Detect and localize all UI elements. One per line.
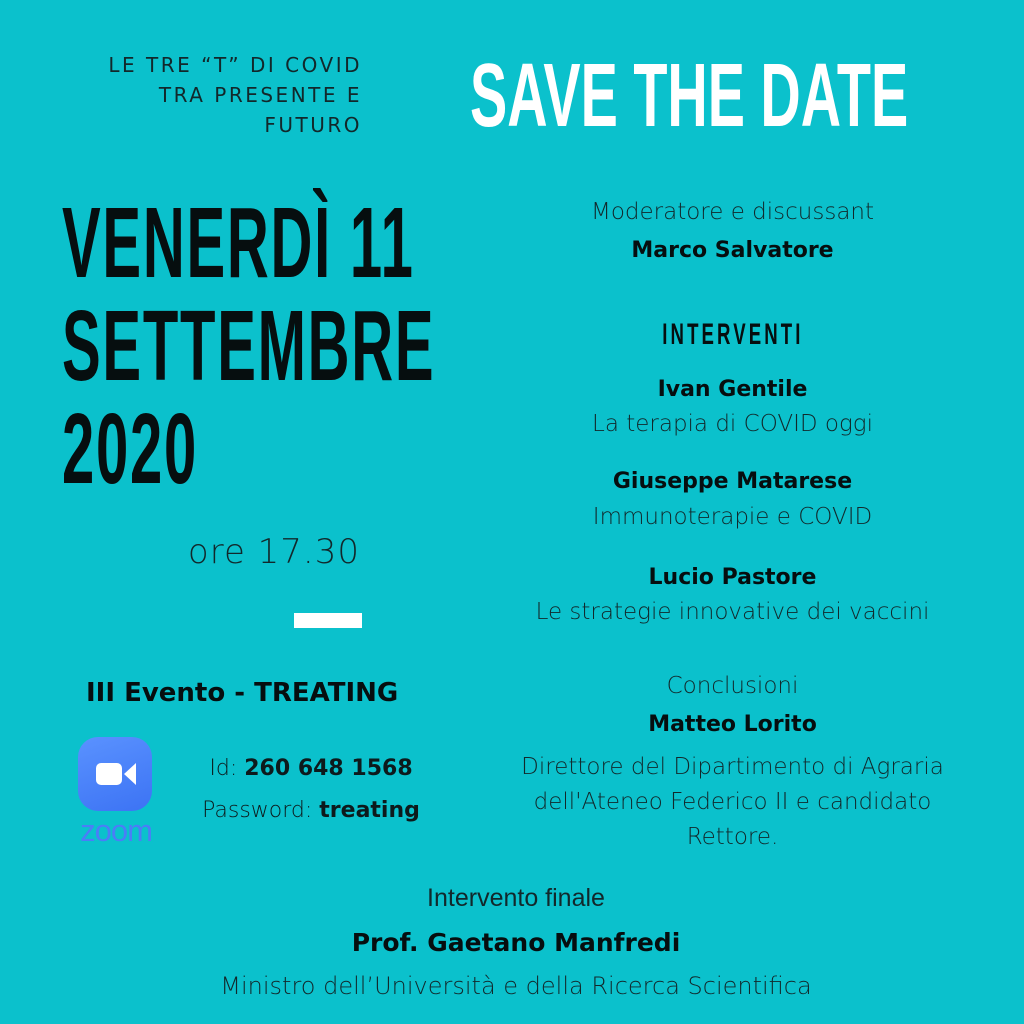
- role-line: Rettore.: [686, 824, 779, 850]
- meeting-password-label: Password:: [202, 798, 313, 823]
- date-line: SETTEMBRE: [62, 290, 436, 402]
- final-intervention-label: Intervento finale: [427, 884, 605, 912]
- kicker-line: LE TRE “T” DI COVID: [108, 53, 362, 77]
- speaker-topic: Immunoterapie e COVID: [592, 504, 873, 530]
- moderator-name: Marco Salvatore: [631, 238, 834, 263]
- speaker-name: Giuseppe Matarese: [612, 469, 853, 494]
- interventi-heading-wrap: [470, 318, 995, 352]
- date-line: 2020: [62, 393, 198, 505]
- role-line: Direttore del Dipartimento di Agraria: [521, 754, 944, 780]
- meeting-id-value: 260 648 1568: [244, 756, 413, 781]
- final-speaker-name: Prof. Gaetano Manfredi: [351, 928, 681, 957]
- speaker-topic: Le strategie innovative dei vaccini: [535, 599, 930, 625]
- kicker-line: TRA PRESENTE E: [158, 83, 362, 107]
- event-title: III Evento - TREATING: [86, 678, 399, 708]
- speaker-topic: La terapia di COVID oggi: [592, 411, 873, 437]
- camera-lens-shape: [124, 763, 136, 785]
- moderator-label: Moderatore e discussant: [590, 199, 875, 225]
- event-date: [62, 187, 436, 505]
- speaker-name: Ivan Gentile: [657, 377, 808, 402]
- event-series-subtitle: [40, 50, 362, 140]
- meeting-id: [176, 748, 446, 790]
- conclusions-name: Matteo Lorito: [648, 712, 817, 737]
- final-speaker-role: Ministro dell’Università e della Ricerca Scientifica: [220, 972, 812, 1000]
- event-time: ore 17.30: [187, 532, 360, 572]
- interventi-heading: INTERVENTI: [661, 318, 804, 351]
- zoom-wordmark: zoom: [80, 813, 152, 848]
- zoom-video-camera-icon: [78, 737, 152, 811]
- date-line: VENERDÌ 11: [62, 187, 415, 299]
- speaker-name: Lucio Pastore: [648, 565, 817, 590]
- meeting-password-value: treating: [319, 798, 420, 823]
- zoom-meeting-info: [176, 748, 446, 832]
- save-the-date-headline: SAVE THE DATE: [470, 46, 909, 146]
- kicker-line: FUTURO: [264, 113, 362, 137]
- camera-body-shape: [96, 763, 122, 785]
- meeting-password: [176, 790, 446, 832]
- conclusions-role: [470, 750, 995, 855]
- divider-bar: [294, 613, 362, 628]
- meeting-id-label: Id:: [209, 756, 238, 781]
- role-line: dell'Ateneo Federico II e candidato: [533, 789, 932, 815]
- conclusions-label: Conclusioni: [666, 673, 799, 699]
- zoom-logo: [78, 737, 152, 811]
